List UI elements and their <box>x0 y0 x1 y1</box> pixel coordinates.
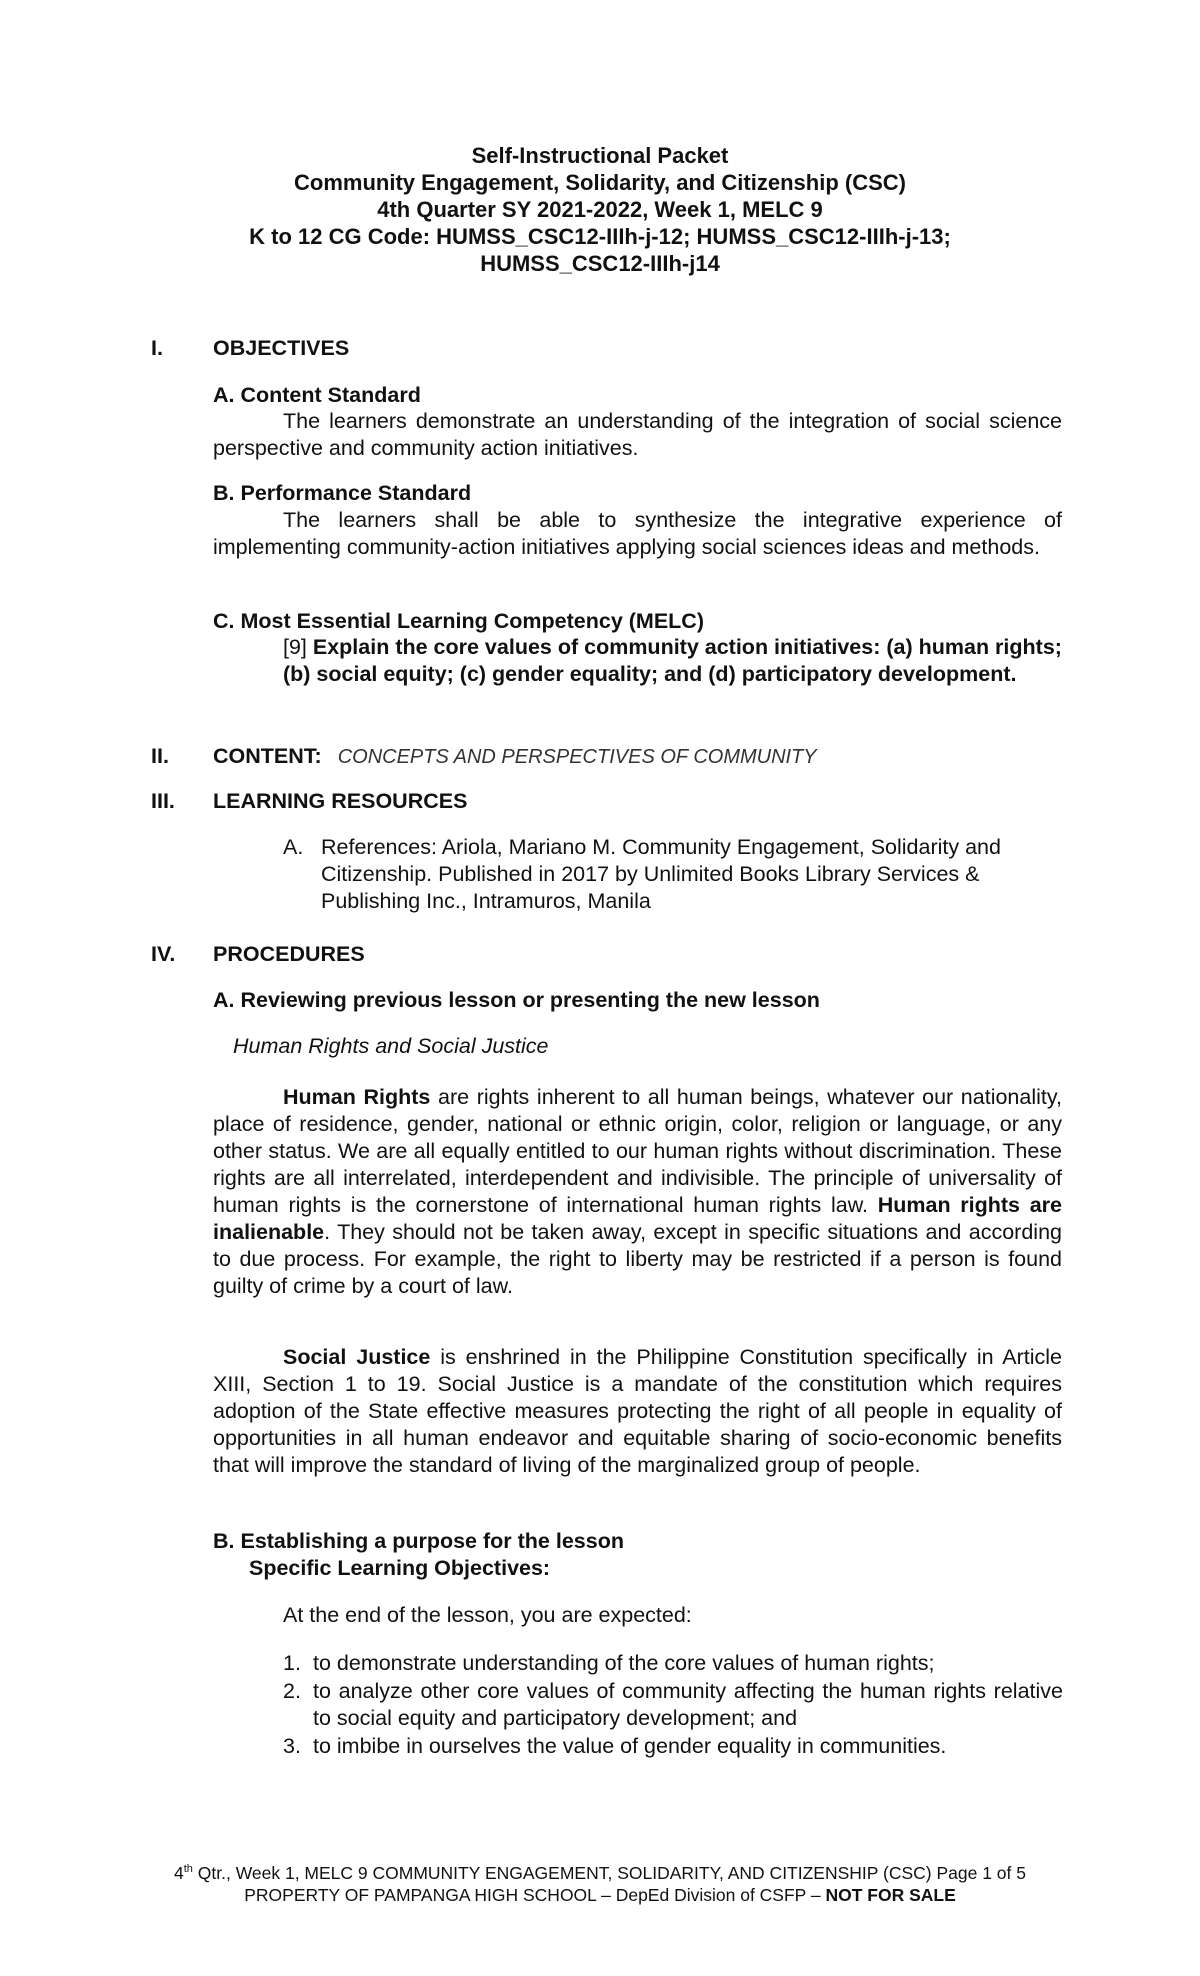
list-text: to analyze other core values of community affecting the human rights relative to social equity and participatory development; and <box>313 1679 1063 1730</box>
footer-property: PROPERTY OF PAMPANGA HIGH SCHOOL – DepEd Division of CSFP – <box>244 1885 826 1905</box>
content-standard-body: The learners demonstrate an understanding of the integration of social science perspective and community action initiatives. <box>213 409 1062 460</box>
list-number: 1. <box>283 1651 301 1675</box>
list-item <box>283 1650 1063 1677</box>
header-cg-code-cont: HUMSS_CSC12-IIIh-j14 <box>480 251 720 276</box>
header-subject: Community Engagement, Solidarity, and Citizenship (CSC) <box>294 170 906 195</box>
section-numeral: I. <box>151 336 163 360</box>
human-rights-inalienable: Human rights are inalienable <box>213 1193 1062 1244</box>
section-title-objectives: OBJECTIVES <box>213 336 350 360</box>
reference-item <box>283 834 1043 915</box>
social-justice-paragraph <box>213 1344 1062 1479</box>
header-cg-code: K to 12 CG Code: HUMSS_CSC12-IIIh-j-12; HUMSS_CSC12-IIIh-j-13; <box>249 224 951 249</box>
lesson-topic: Human Rights and Social Justice <box>233 1034 549 1058</box>
human-rights-term: Human Rights <box>283 1085 431 1109</box>
header-title: Self-Instructional Packet <box>471 143 729 168</box>
list-text: to demonstrate understanding of the core values of human rights; <box>313 1651 935 1675</box>
page-footer <box>0 1862 1200 1906</box>
purpose-heading: B. Establishing a purpose for the lesson <box>213 1529 624 1553</box>
human-rights-body-2: . They should not be taken away, except in specific situations and according to due process. For example, the right to liberty may be restricted if a person is found guilty of crime by a court of law. <box>213 1220 1062 1298</box>
content-standard-text <box>213 408 1062 462</box>
objectives-lead: At the end of the lesson, you are expected: <box>283 1603 692 1627</box>
list-number: 2. <box>283 1679 301 1703</box>
reference-label: A. <box>283 835 304 859</box>
melc-text <box>283 634 1063 688</box>
content-value: CONCEPTS AND PERSPECTIVES OF COMMUNITY <box>337 746 817 768</box>
list-text: to imbibe in ourselves the value of gender equality in communities. <box>313 1734 947 1758</box>
reference-text: References: Ariola, Mariano M. Community Engagement, Solidarity and Citizenship. Published in 2017 by Unlimited Books Library Services & Publishing Inc., Intramuros, Manila <box>321 835 1001 913</box>
footer-quarter-num: 4 <box>173 1863 184 1883</box>
melc-heading: C. Most Essential Learning Competency (MELC) <box>213 609 704 633</box>
footer-line-2 <box>0 1884 1200 1906</box>
footer-not-for-sale: NOT FOR SALE <box>825 1885 956 1905</box>
social-justice-term: Social Justice <box>283 1345 431 1369</box>
performance-standard-text <box>213 507 1062 561</box>
content-label: CONTENT: <box>213 744 322 768</box>
list-item <box>283 1733 1063 1760</box>
section-title-procedures: PROCEDURES <box>213 942 365 966</box>
section-title-content <box>213 743 817 771</box>
section-numeral: IV. <box>151 942 176 966</box>
section-title-learning-resources: LEARNING RESOURCES <box>213 789 468 813</box>
section-numeral: II. <box>151 744 169 768</box>
footer-course-page: Qtr., Week 1, MELC 9 COMMUNITY ENGAGEMENT, SOLIDARITY, AND CITIZENSHIP (CSC) Page 1 of 5 <box>192 1863 1026 1883</box>
header-quarter: 4th Quarter SY 2021-2022, Week 1, MELC 9 <box>377 197 823 222</box>
packet-header <box>0 142 1200 277</box>
reviewing-lesson-heading: A. Reviewing previous lesson or presenting the new lesson <box>213 988 820 1012</box>
social-justice-body: is enshrined in the Philippine Constitution specifically in Article XIII, Section 1 to 19. Social Justice is a mandate of the constitution which requires adoption of the State effective measures protecting the right of all people in equality of opportunities in all human endeavor and equitable sharing of socio-economic benefits that will improve the standard of living of the marginalized group of people. <box>213 1345 1063 1477</box>
content-standard-heading: A. Content Standard <box>213 383 421 407</box>
performance-standard-heading: B. Performance Standard <box>213 481 472 505</box>
list-number: 3. <box>283 1734 301 1758</box>
performance-standard-body: The learners shall be able to synthesize the integrative experience of implementing community-action initiatives applying social sciences ideas and methods. <box>213 508 1062 559</box>
melc-number: [9] <box>283 635 307 659</box>
footer-line-1 <box>0 1862 1200 1884</box>
objectives-list <box>283 1650 1063 1761</box>
human-rights-paragraph <box>213 1084 1062 1300</box>
objectives-subheading: Specific Learning Objectives: <box>249 1556 551 1580</box>
melc-body: Explain the core values of community action initiatives: (a) human rights; (b) social equity; (c) gender equality; and (d) participatory development. <box>283 635 1062 686</box>
section-numeral: III. <box>151 789 175 813</box>
human-rights-body-1: are rights inherent to all human beings, whatever our nationality, place of residence, gender, national or ethnic origin, color, religion or language, or any other status. We are all equally entitled to our human rights without discrimination. These rights are all interrelated, interdependent and indivisible. The principle of universality of human rights is the cornerstone of international human rights law. <box>213 1085 1063 1217</box>
footer-quarter-suffix: th <box>183 1863 193 1876</box>
list-item <box>283 1678 1063 1732</box>
